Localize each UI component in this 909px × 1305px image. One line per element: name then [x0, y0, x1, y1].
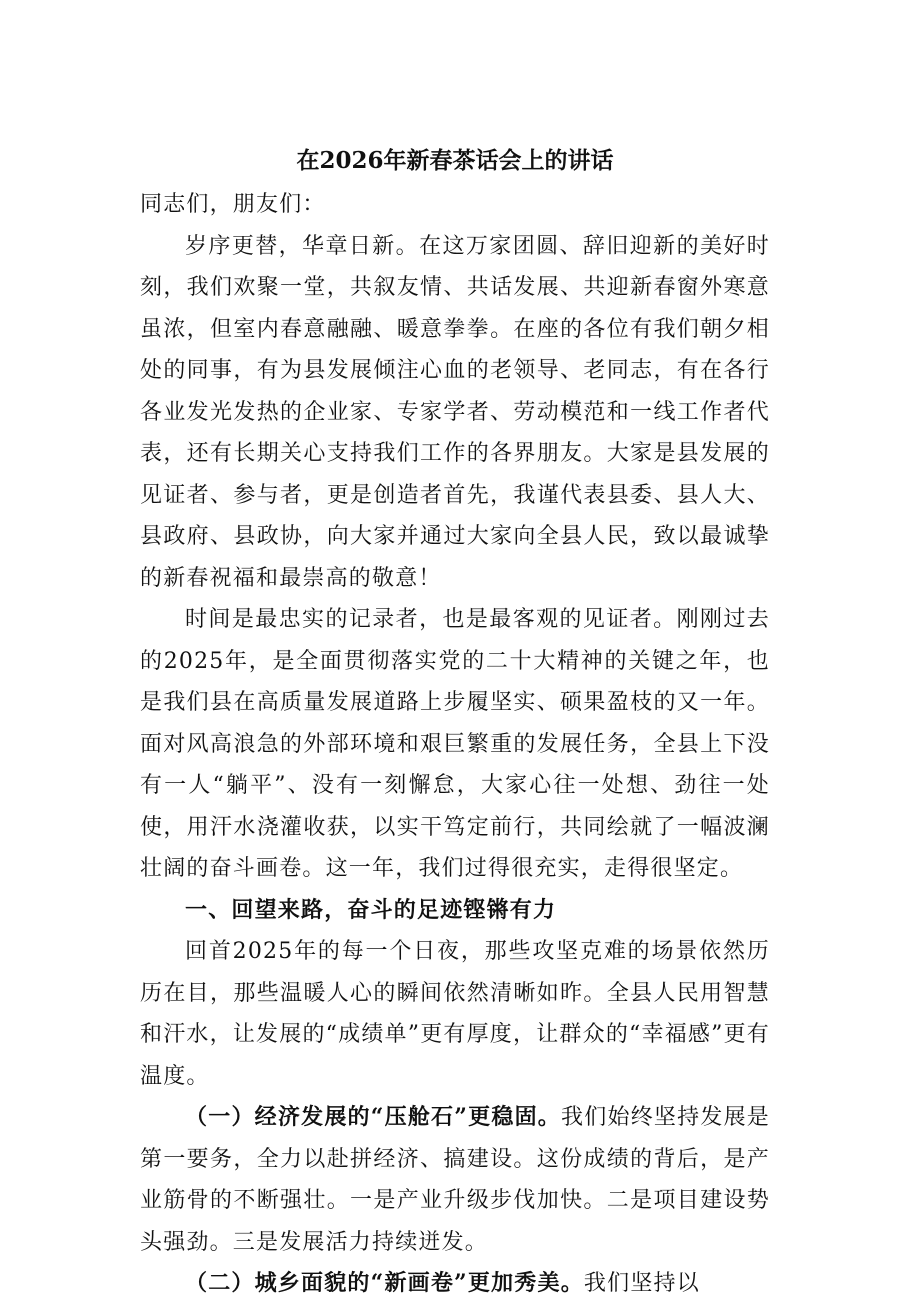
document-title: 在2026年新春茶话会上的讲话: [296, 147, 614, 174]
document-page: [140, 0, 770, 1296]
subsection-text: 我们坚持以: [583, 1271, 700, 1296]
subsection-lead: （一）经济发展的“压舱石”更稳固。: [185, 1104, 562, 1130]
subsection-lead: （二）城乡面貌的“新画卷”更加秀美。: [185, 1270, 584, 1296]
section-heading: 一、回望来路，奋斗的足迹铿锵有力: [185, 897, 557, 923]
subsection-urban-rural: [140, 1263, 770, 1305]
section-intro: 回首2025年的每一个日夜，那些攻坚克难的场景依然历历在目，那些温暖人心的瞬间依然清晰如昨。全县人民用智慧和汗水，让发展的“成绩单”更有厚度，让群众的“幸福感”更有温度。: [140, 939, 770, 1089]
salutation: 同志们，朋友们：: [140, 192, 326, 217]
subsection-economy: [140, 1097, 770, 1263]
paragraph-opening: 岁序更替，华章日新。在这万家团圆、辞旧迎新的美好时刻，我们欢聚一堂，共叙友情、共话发展、共迎新春窗外寒意虽浓，但室内春意融融、暖意拳拳。在座的各位有我们朝夕相处的同事，有为县发展倾注心血的老领导、老同志，有在各行各业发光发热的企业家、专家学者、劳动模范和一线工作者代表，还有长期关心支持我们工作的各界朋友。大家是县发展的见证者、参与者，更是创造者首先，我谨代表县委、县人大、县政府、县政协，向大家并通过大家向全县人民，致以最诚挚的新春祝福和最崇高的敬意！: [140, 233, 770, 591]
paragraph-review: 时间是最忠实的记录者，也是最客观的见证者。刚刚过去的2025年，是全面贯彻落实党的二十大精神的关键之年，也是我们县在高质量发展道路上步履坚实、硕果盈枝的又一年。面对风高浪急的外部环境和艰巨繁重的发展任务，全县上下没有一人“躺平”、没有一刻懈怠，大家心往一处想、劲往一处使，用汗水浇灌收获，以实干笃定前行，共同绘就了一幅波澜壮阔的奋斗画卷。这一年，我们过得很充实，走得很坚定。: [140, 607, 770, 881]
subsection-text: 我们始终坚持发展是第一要务，全力以赴拼经济、搞建设。这份成绩的背后，是产业筋骨的不断强壮。一是产业升级步伐加快。二是项目建设势头强劲。三是发展活力持续迸发。: [140, 1105, 770, 1255]
document-body: [140, 184, 770, 1305]
